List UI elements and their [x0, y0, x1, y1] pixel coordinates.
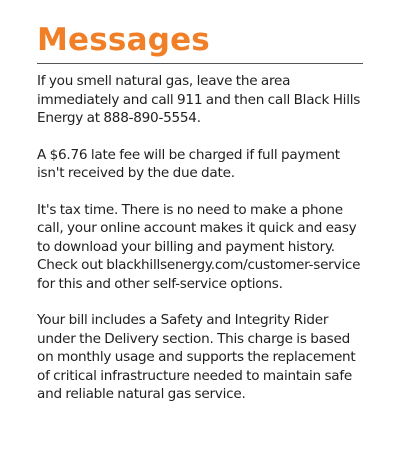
message-late-fee: A $6.76 late fee will be charged if full payment isn't received by the due date.: [37, 146, 340, 181]
messages-list: [37, 72, 363, 404]
heading-divider: [37, 63, 363, 64]
message-safety-rider: Your bill includes a Safety and Integrity Rider under the Delivery section. This charge is based on monthly usage and supports the replacement of critical infrastructure needed to maintain safe and reliable natural gas service.: [37, 312, 356, 402]
message-tax-time: It's tax time. There is no need to make a phone call, your online account makes it quick and easy to download your billing and payment history. Check out blackhillsenergy.com/customer-service for this and other self-service options.: [37, 201, 361, 292]
messages-heading: Messages: [37, 22, 210, 58]
message-gas-safety: If you smell natural gas, leave the area immediately and call 911 and then call Black Hills Energy at 888-890-5554.: [37, 73, 361, 126]
messages-panel: [37, 20, 363, 404]
